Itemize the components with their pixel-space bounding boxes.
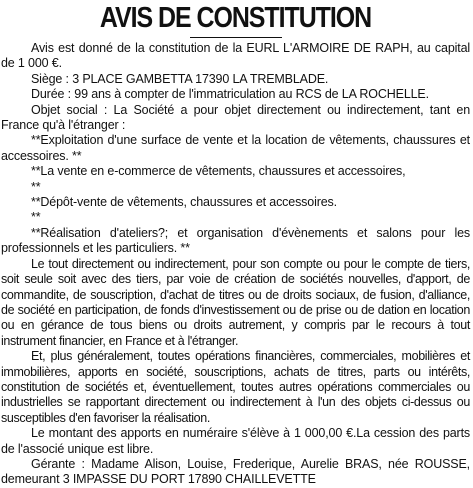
paragraph-objet-social: Objet social : La Société a pour objet directement ou indirectement, tant en France qu'à l'étranger : — [1, 102, 470, 133]
paragraph-apports: Le montant des apports en numéraire s'élève à 1 000,00 €.La cession des parts de l'associé unique est libre. — [1, 426, 470, 456]
paragraph-tout-directement: Le tout directement ou indirectement, pour son compte ou pour le compte de tiers, soit seule soit avec des tiers, par voie de création de sociétés nouvelles, d'apport, de commandite, de souscription, d'achat de titres ou de droits sociaux, de fusion, d'alliance, de société en participation, de fonds d'investissement ou de prise ou de dation en location ou en gérance de tous biens ou droits autrement, y compris par le recours à tout instrument financier, en France et à l'étranger. — [1, 256, 470, 348]
paragraph-constitution: Avis est donné de la constitution de la EURL L'ARMOIRE DE RAPH, au capital de 1 000 €. — [1, 41, 470, 71]
paragraph-siege: Siège : 3 PLACE GAMBETTA 17390 LA TREMBLADE. — [31, 71, 329, 86]
paragraph-duree: Durée : 99 ans à compter de l'immatriculation au RCS de LA ROCHELLE. — [31, 87, 429, 102]
paragraph-generalement: Et, plus généralement, toutes opérations financières, commerciales, mobilières et immobilières, apports en société, souscriptions, achats de titres, parts ou intérêts, constitution de sociétés et, éventuellement, toutes autres opérations commerciales ou industrielles se rapportant directement ou indirectement à l'un des objets ci-dessus ou susceptibles d'en favoriser la réalisation. — [1, 349, 470, 425]
notice-body — [1, 41, 470, 488]
paragraph-e-commerce: **La vente en e-commerce de vêtements, chaussures et accessoires, — [31, 164, 406, 179]
paragraph-ateliers: **Réalisation d'ateliers?; et organisation d'évènements et salons pour les professionnels et les particuliers. ** — [1, 225, 470, 256]
paragraph-exploitation: **Exploitation d'une surface de vente et la location de vêtements, chaussures et accessoires. ** — [1, 133, 470, 163]
paragraph-separator: ** — [31, 179, 41, 194]
paragraph-depot-vente: **Dépôt-vente de vêtements, chaussures et accessoires. — [31, 195, 337, 210]
paragraph-gerante: Gérante : Madame Alison, Louise, Frederique, Aurelie BRAS, née ROUSSE, demeurant 3 IMPASSE DU PORT 17890 CHAILLEVETTE — [1, 456, 470, 487]
title-underline — [190, 37, 282, 38]
paragraph-separator: ** — [31, 210, 41, 225]
notice-title: AVIS DE CONSTITUTION — [99, 2, 372, 34]
